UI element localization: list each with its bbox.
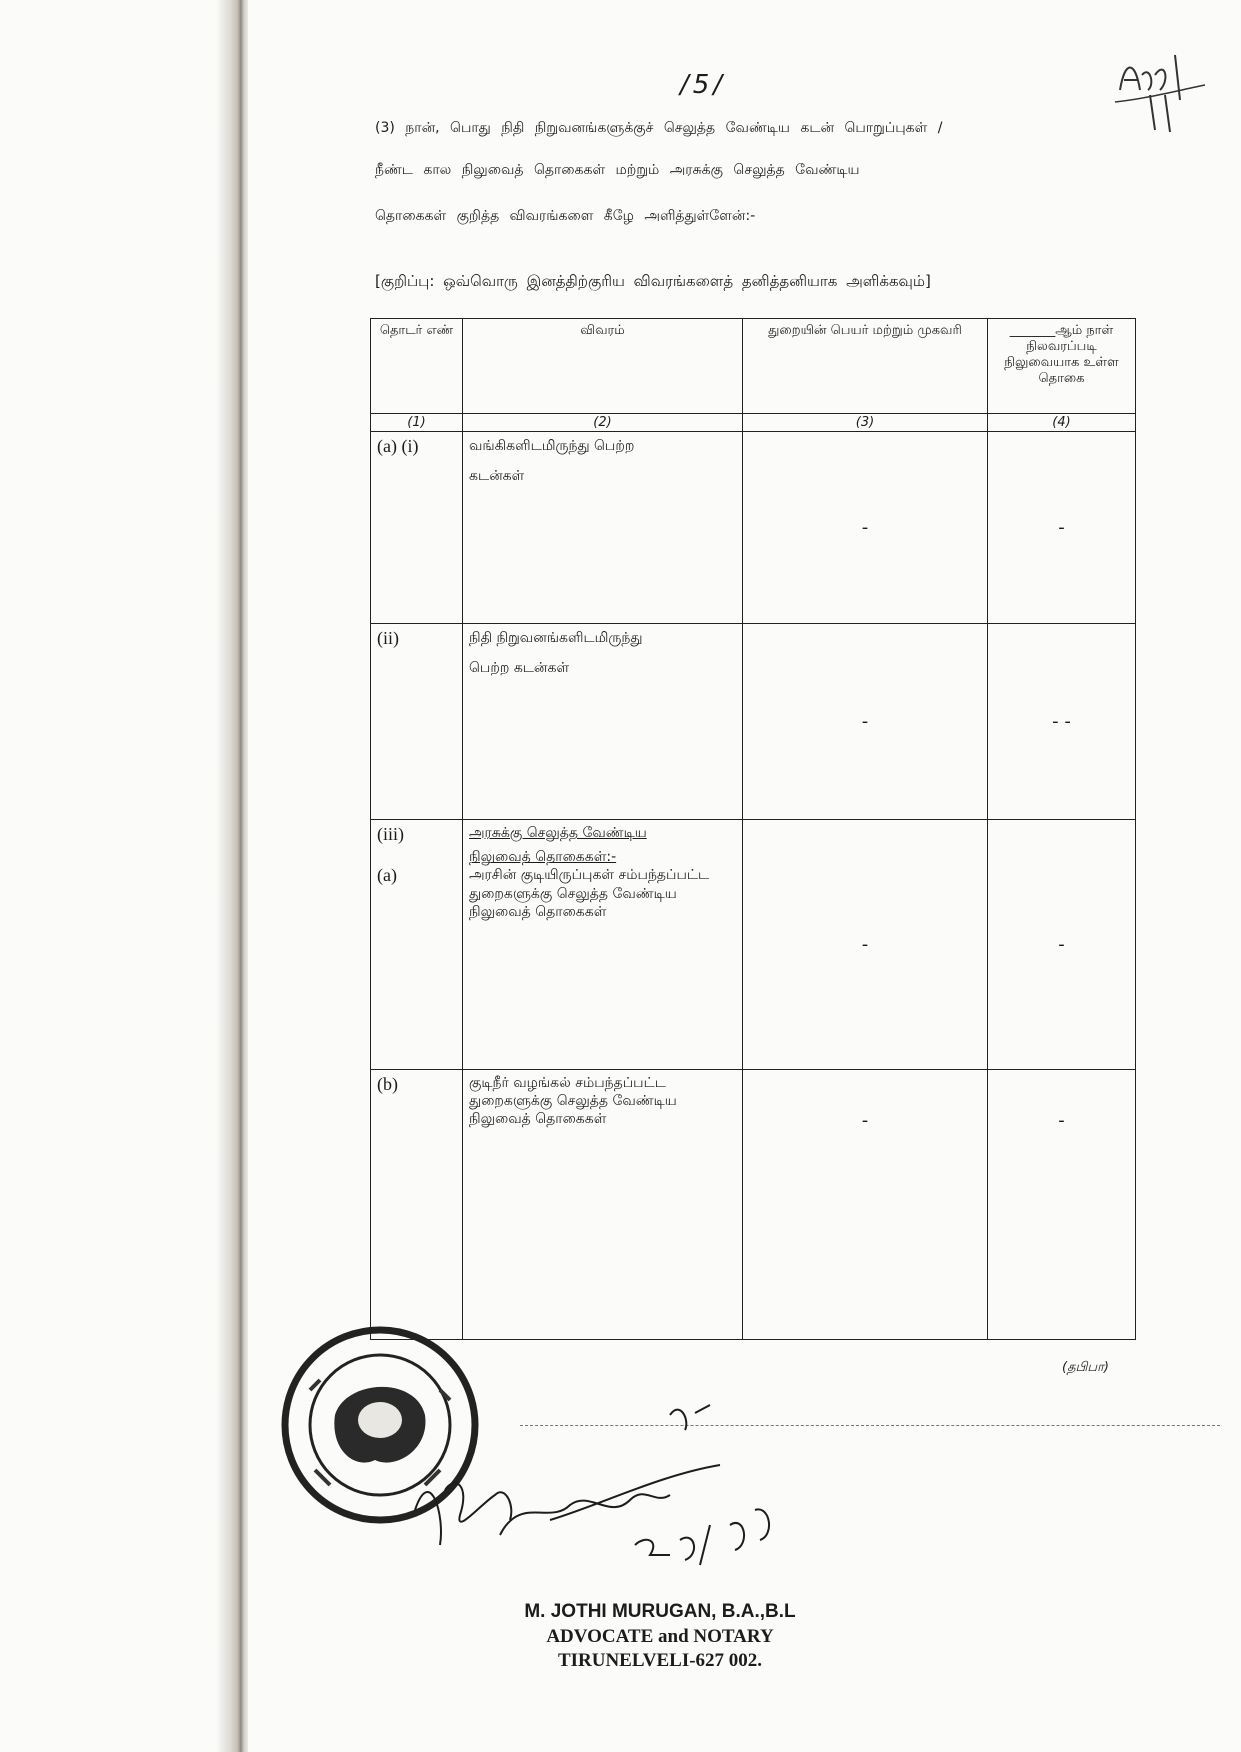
stamp-title: ADVOCATE and NOTARY — [546, 1625, 774, 1647]
statement-line-3: தொகைகள் குறித்த விவரங்களை கீழே அளித்துள்ளேன்:- — [375, 208, 756, 224]
column-number-row — [371, 414, 1136, 432]
row-details-line: கடன்கள் — [469, 467, 525, 484]
row-details-line: பெற்ற கடன்கள் — [469, 659, 570, 676]
row-amount: - — [988, 1070, 1136, 1340]
row-serial-sub: (a) — [377, 865, 397, 885]
handwritten-signature — [400, 1395, 880, 1595]
binding-edge — [232, 0, 248, 1752]
column-number: (3) — [743, 414, 988, 432]
row-heading: அரசுக்கு செலுத்த வேண்டிய — [469, 825, 647, 841]
row-serial-main: (iii) — [377, 824, 404, 844]
row-serial: (b) — [371, 1070, 463, 1340]
header-amount: _______ஆம் நாள் நிலவரப்படி நிலுவையாக உள்ள தொகை — [988, 319, 1136, 414]
advocate-stamp — [470, 1600, 850, 1674]
page-number: /5/ — [680, 70, 727, 100]
header-department: துறையின் பெயர் மற்றும் முகவரி — [743, 319, 988, 414]
row-department: - — [743, 820, 988, 1070]
column-number: (4) — [988, 414, 1136, 432]
table-row — [371, 432, 1136, 624]
row-department: - — [743, 1070, 988, 1340]
table-row — [371, 624, 1136, 820]
stamp-place: TIRUNELVELI-627 002. — [557, 1650, 763, 1672]
row-details-text: அரசின் குடியிருப்புகள் சம்பந்தப்பட்ட துறைகளுக்கு செலுத்த வேண்டிய நிலுவைத் தொகைகள் — [469, 867, 710, 920]
row-department: - — [743, 624, 988, 820]
column-number: (2) — [463, 414, 743, 432]
table-row — [371, 1070, 1136, 1340]
statement-line-1: (3) நான், பொது நிதி நிறுவனங்களுக்குச் செலுத்த வேண்டிய கடன் பொறுப்புகள் / — [375, 120, 943, 136]
row-amount: - - — [988, 624, 1136, 820]
header-serial-no: தொடர் எண் — [371, 319, 463, 414]
note-text: [குறிப்பு: ஒவ்வொரு இனத்திற்குரிய விவரங்களைத் தனித்தனியாக அளிக்கவும்] — [375, 272, 931, 290]
row-department: - — [743, 432, 988, 624]
header-details: விவரம் — [463, 319, 743, 414]
row-serial: (a) (i) — [371, 432, 463, 624]
row-details — [463, 432, 743, 624]
column-number: (1) — [371, 414, 463, 432]
row-details-line: நிதி நிறுவனங்களிடமிருந்து — [469, 630, 643, 646]
liabilities-table — [370, 318, 1136, 1340]
statement-line-2: நீண்ட கால நிலுவைத் தொகைகள் மற்றும் அரசுக்கு செலுத்த வேண்டிய — [375, 162, 860, 178]
table-header-row — [371, 319, 1136, 414]
row-details — [463, 820, 743, 1070]
row-details — [463, 624, 743, 820]
row-amount: - — [988, 820, 1136, 1070]
row-serial: (ii) — [371, 624, 463, 820]
row-details-line: வங்கிகளிடமிருந்து பெற்ற — [469, 438, 635, 454]
continued-marker: (தபிபா) — [1062, 1360, 1109, 1375]
row-serial — [371, 820, 463, 1070]
row-amount: - — [988, 432, 1136, 624]
binding-shadow — [216, 0, 232, 1752]
table-row — [371, 820, 1136, 1070]
row-details: குடிநீர் வழங்கல் சம்பந்தப்பட்ட துறைகளுக்கு செலுத்த வேண்டிய நிலுவைத் தொகைகள் — [463, 1070, 743, 1340]
stamp-name: M. JOTHI MURUGAN, B.A.,B.L — [524, 1601, 796, 1622]
row-heading: நிலுவைத் தொகைகள்:- — [469, 849, 617, 866]
